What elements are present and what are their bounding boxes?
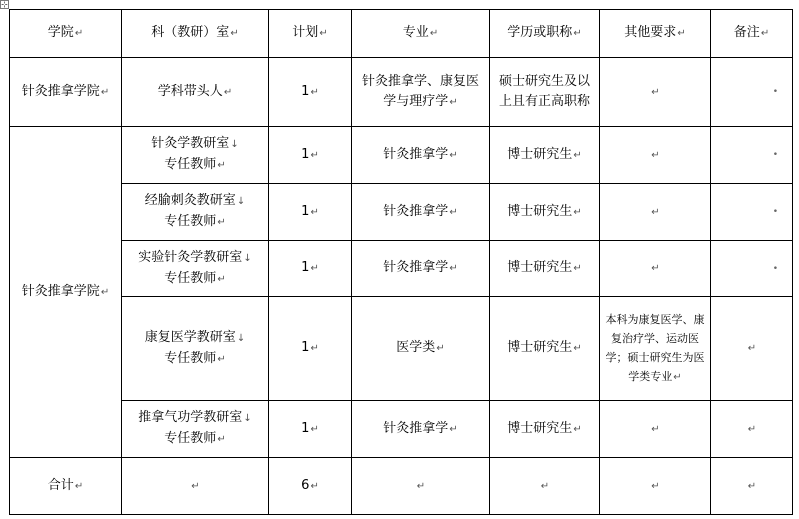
degree-cell: ↵ <box>490 458 600 515</box>
header-college: 学院↵ <box>10 10 122 58</box>
department-cell: ↵ <box>122 458 269 515</box>
degree-cell: 博士研究生↵ <box>490 401 600 458</box>
other-requirements-cell: ↵ <box>600 401 711 458</box>
department-cell: 针灸学教研室↓ 专任教师↵ <box>122 127 269 184</box>
degree-cell: 博士研究生↵ <box>490 241 600 297</box>
recruitment-table <box>9 9 793 515</box>
major-cell: 针灸推拿学↵ <box>352 184 490 241</box>
major-cell: 针灸推拿学、康复医学与理疗学↵ <box>352 58 490 127</box>
department-cell: 康复医学教研室↓ 专任教师↵ <box>122 297 269 401</box>
degree-cell: 博士研究生↵ <box>490 184 600 241</box>
department-cell: 推拿气功学教研室↓ 专任教师↵ <box>122 401 269 458</box>
plan-cell: 1↵ <box>269 241 352 297</box>
department-cell: 经腧刺灸教研室↓ 专任教师↵ <box>122 184 269 241</box>
cell-end-marker: • <box>772 150 778 160</box>
total-label-cell: 合计↵ <box>10 458 122 515</box>
table-row <box>10 241 793 297</box>
major-cell: 医学类↵ <box>352 297 490 401</box>
other-requirements-cell: ↵ <box>600 241 711 297</box>
department-cell: 学科带头人↵ <box>122 58 269 127</box>
table-row <box>10 297 793 401</box>
plan-cell: 1↵ <box>269 127 352 184</box>
header-major: 专业↵ <box>352 10 490 58</box>
plan-cell: 1↵ <box>269 297 352 401</box>
major-cell: 针灸推拿学↵ <box>352 241 490 297</box>
note-cell: ↵ <box>711 401 793 458</box>
major-cell: 针灸推拿学↵ <box>352 401 490 458</box>
plan-cell: 1↵ <box>269 58 352 127</box>
other-requirements-cell: ↵ <box>600 58 711 127</box>
other-requirements-cell: 本科为康复医学、康复治疗学、运动医学；硕士研究生为医学类专业↵ <box>600 297 711 401</box>
header-row <box>10 10 793 58</box>
header-other-requirements: 其他要求↵ <box>600 10 711 58</box>
major-cell: ↵ <box>352 458 490 515</box>
degree-cell: 博士研究生↵ <box>490 127 600 184</box>
table-row <box>10 127 793 184</box>
table-move-handle[interactable]: ⊹ <box>1 0 8 9</box>
note-cell <box>711 58 793 127</box>
note-cell <box>711 184 793 241</box>
plan-total-cell: 6↵ <box>269 458 352 515</box>
table-row <box>10 58 793 127</box>
header-department: 科（教研）室↵ <box>122 10 269 58</box>
total-row <box>10 458 793 515</box>
table-row <box>10 184 793 241</box>
cell-end-marker: • <box>772 263 778 274</box>
college-cell: 针灸推拿学院↵ <box>10 58 122 127</box>
major-cell: 针灸推拿学↵ <box>352 127 490 184</box>
cell-end-marker: • <box>772 207 778 217</box>
header-note: 备注↵ <box>711 10 793 58</box>
degree-cell: 硕士研究生及以上且有正高职称 <box>490 58 600 127</box>
note-cell <box>711 241 793 297</box>
header-degree: 学历或职称↵ <box>490 10 600 58</box>
other-requirements-cell: ↵ <box>600 127 711 184</box>
other-requirements-cell: ↵ <box>600 184 711 241</box>
plan-cell: 1↵ <box>269 401 352 458</box>
plan-cell: 1↵ <box>269 184 352 241</box>
table-row <box>10 401 793 458</box>
note-cell: ↵ <box>711 458 793 515</box>
header-plan: 计划↵ <box>269 10 352 58</box>
department-cell: 实验针灸学教研室↓ 专任教师↵ <box>122 241 269 297</box>
note-cell: ↵ <box>711 297 793 401</box>
degree-cell: 博士研究生↵ <box>490 297 600 401</box>
college-cell: 针灸推拿学院↵ <box>10 127 122 458</box>
other-requirements-cell: ↵ <box>600 458 711 515</box>
note-cell <box>711 127 793 184</box>
cell-end-marker: • <box>772 87 778 97</box>
